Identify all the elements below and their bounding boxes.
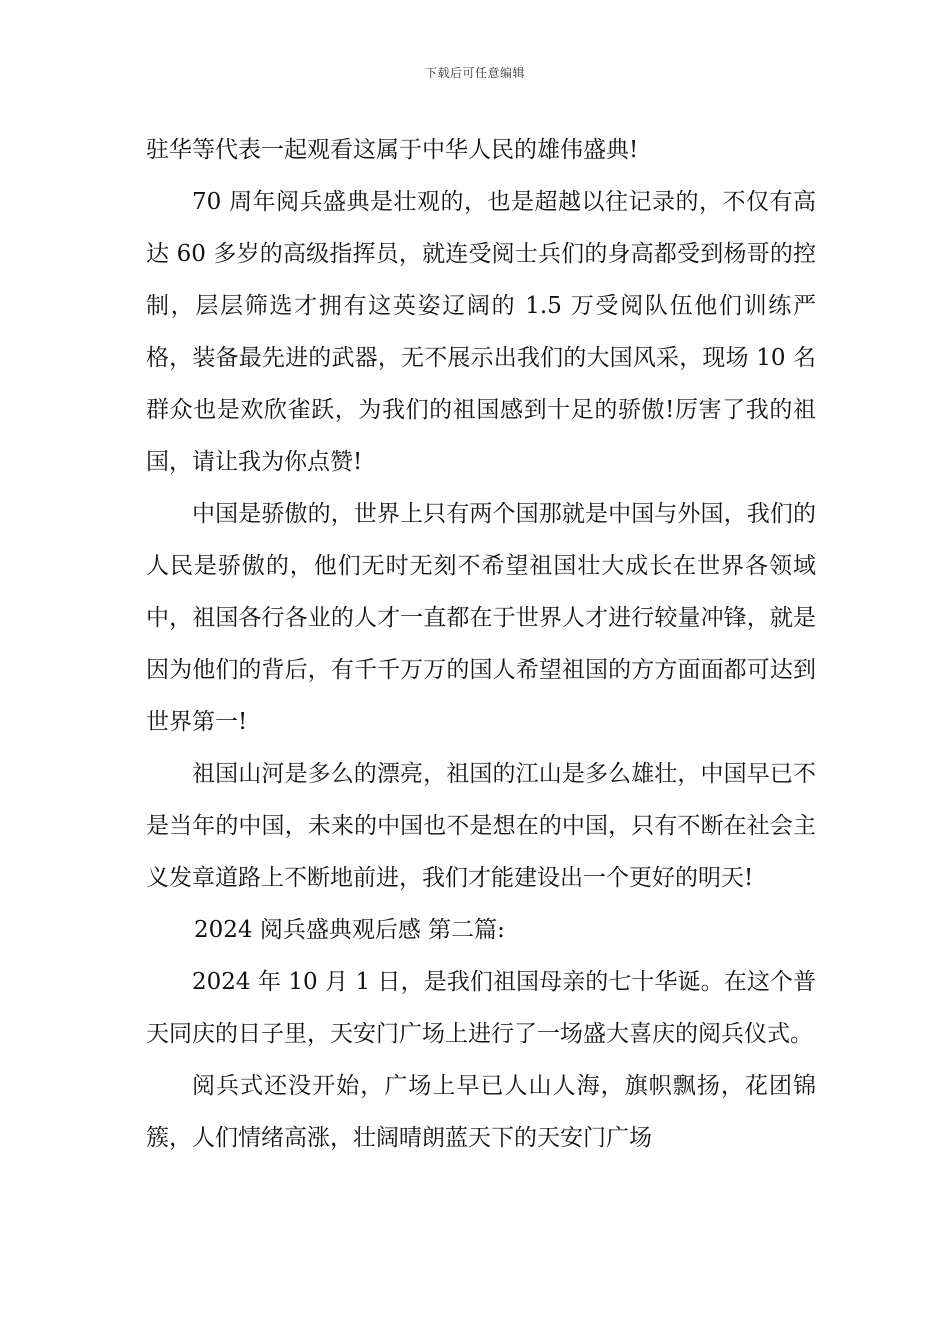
paragraph-before-parade: 阅兵式还没开始，广场上早已人山人海，旗帜飘扬，花团锦簇，人们情绪高涨，壮阔晴朗蓝天下的天安门广场 <box>146 1073 816 1151</box>
paragraph-continuation: 驻华等代表一起观看这属于中华人民的雄伟盛典! <box>146 137 639 163</box>
paragraph-october-first: 2024 年 10 月 1 日，是我们祖国母亲的七十华诞。在这个普天同庆的日子里，天安门广场上进行了一场盛大喜庆的阅兵仪式。 <box>146 969 816 1047</box>
page-header: 下载后可任意编辑 <box>424 66 525 80</box>
paragraph-china-proud: 中国是骄傲的，世界上只有两个国那就是中国与外国，我们的人民是骄傲的，他们无时无刻不希望祖国壮大成长在世界各领域中，祖国各行各业的人才一直都在于世界人才进行较量冲锋，就是因为他们的背后，有千千万万的国人希望祖国的方方面面都可达到世界第一! <box>146 501 816 735</box>
paragraph-parade-70th: 70 周年阅兵盛典是壮观的，也是超越以往记录的，不仅有高达 60 多岁的高级指挥员，就连受阅士兵们的身高都受到杨哥的控制，层层筛选才拥有这英姿辽阔的 1.5 万受阅队伍他们训练严格，装备最先进的武器，无不展示出我们的大国风采，现场 10 名群众也是欢欣雀跃，为我们的祖国感到十足的骄傲!厉害了我的祖国，请让我为你点赞! <box>146 189 816 475</box>
section-heading-second-article: 2024 阅兵盛典观后感 第二篇: <box>194 917 505 943</box>
document-body <box>146 124 816 1164</box>
paragraph-mountains-rivers: 祖国山河是多么的漂亮，祖国的江山是多么雄壮，中国早已不是当年的中国，未来的中国也不是想在的中国，只有不断在社会主义发章道路上不断地前进，我们才能建设出一个更好的明天! <box>146 761 816 891</box>
